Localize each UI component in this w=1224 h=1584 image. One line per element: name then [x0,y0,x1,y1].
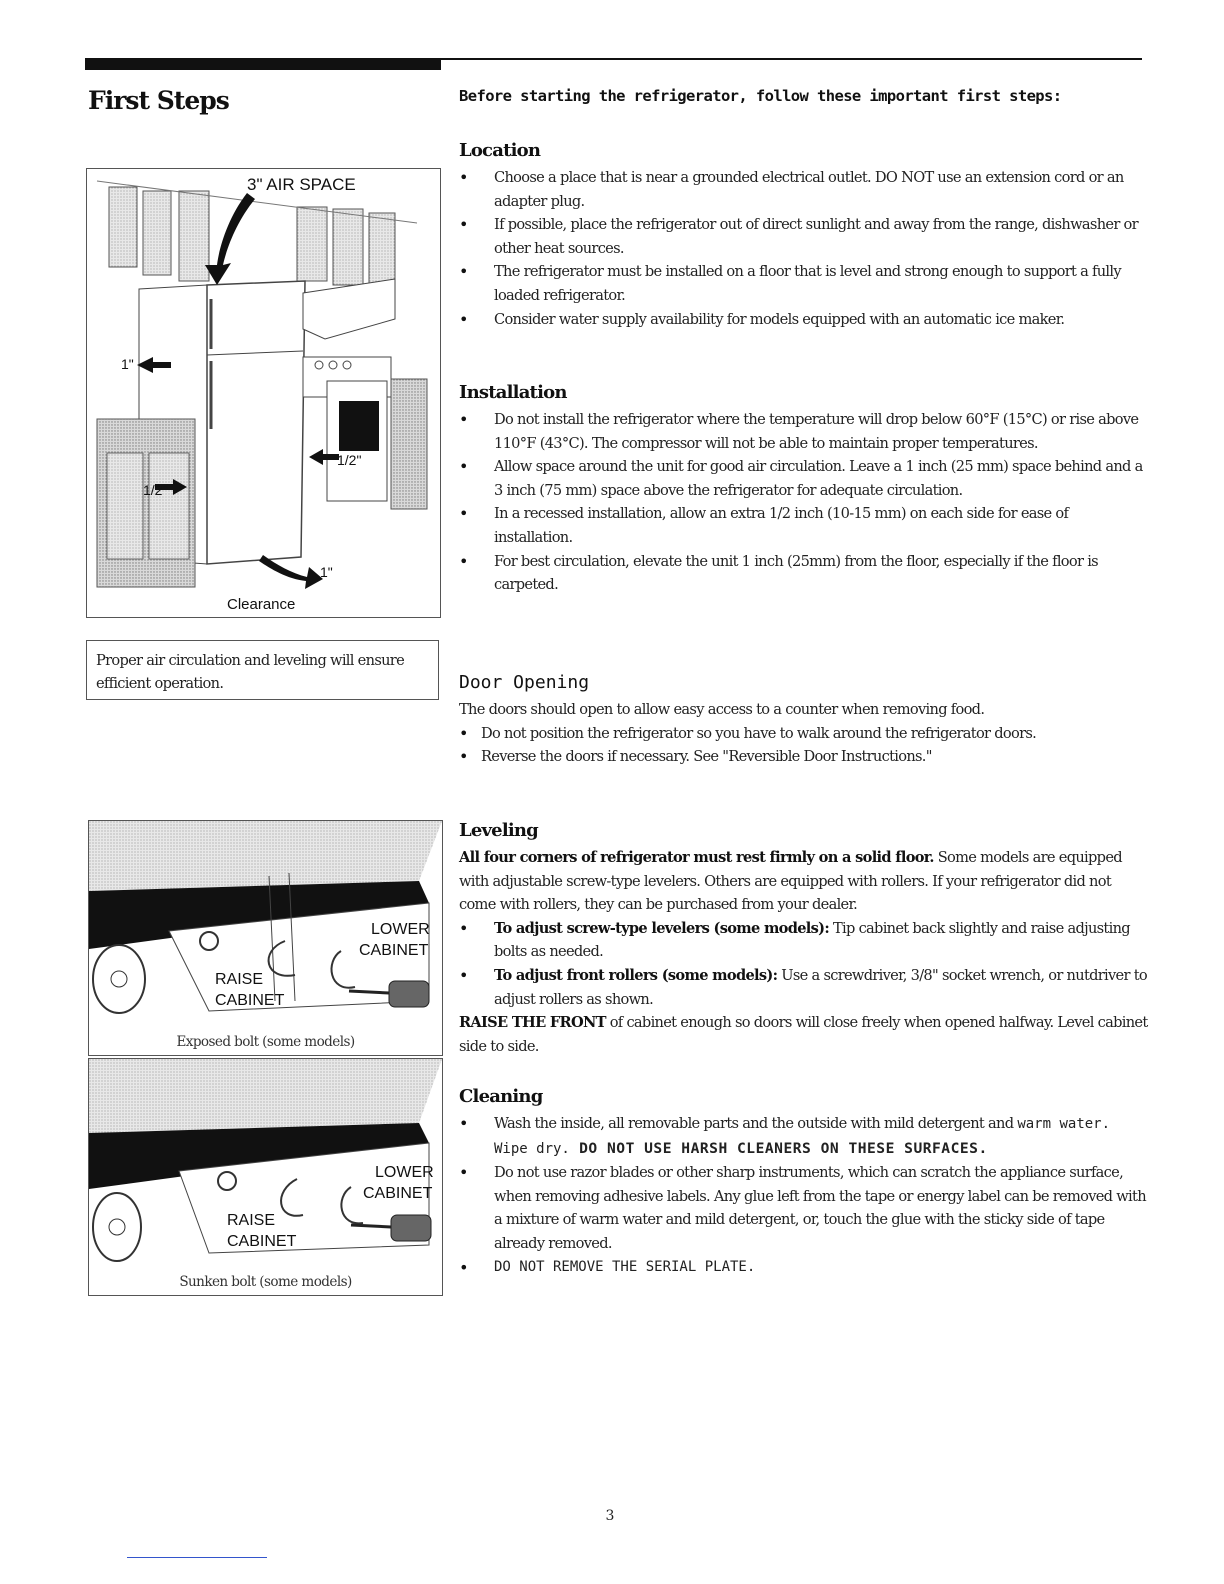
cleaning-section [459,1086,1149,1279]
sunken-raise-cabinet-label: CABINET [227,1233,297,1250]
door-opening-list [459,722,1149,769]
door-opening-text: The doors should open to allow easy access to a counter when removing food. [459,701,985,718]
exposed-bolt-illustration [89,821,442,1031]
leveling-final-bold: RAISE THE FRONT [459,1014,606,1032]
location-list [459,166,1149,331]
cleaning-item-3: • DO NOT REMOVE THE SERIAL PLATE. [459,1256,1149,1280]
installation-section [459,382,1149,597]
page-number: 3 [605,1508,615,1524]
half-right-label: 1/2" [337,452,362,468]
installation-list [459,408,1149,597]
leveling-lead-bold: All four corners of refrigerator must rest firmly on a solid floor. [459,849,934,866]
page-title: First Steps [88,86,229,115]
bottom-clearance-label: 1" [320,564,333,580]
door-opening-item-2: • Reverse the doors if necessary. See "Reversible Door Instructions." [459,745,1149,769]
header-rule-thick [85,58,441,70]
cleaning-item-1-b: warm water. Wipe dry. [494,1116,1111,1157]
leveling-final-rest: of cabinet enough so doors will close freely when opened halfway. Level cabinet side to side. [459,1014,1148,1055]
leveling-item-2-rest: Use a screwdriver, 3/8" socket wrench, or nutdriver to adjust rollers as shown. [494,966,1147,1008]
cleaning-item-1-c: DO NOT USE HARSH CLEANERS ON THESE SURFACES. [569,1139,988,1157]
exposed-raise-label: RAISE [215,971,264,988]
installation-heading: Installation [459,382,567,403]
location-item-3: • The refrigerator must be installed on a floor that is level and strong enough to support a fully loaded refrigerator. [459,260,1149,307]
exposed-lower-label: LOWER [371,921,430,938]
exposed-bolt-caption: Exposed bolt (some models) [176,1034,355,1050]
clearance-illustration [87,169,440,617]
cleaning-item-2: • Do not use razor blades or other sharp instruments, which can scratch the appliance surface, when removing adhesive labels. Any glue left from the tape or energy label can be removed with a mixture of warm water and mild detergent, or, touch the glue with the sticky side of tape already removed. [459,1161,1149,1255]
leveling-section [459,820,1149,1058]
leveling-lead-rest: Some models are equipped with adjustable screw-type levelers. Others are equipped with rollers. If your refrigerator did not come with rollers, they can be purchased from your dealer. [459,849,1122,914]
leveling-item-1-rest: Tip cabinet back slightly and raise adjusting bolts as needed. [494,919,1130,961]
leveling-list [459,917,1149,1011]
half-left-label: 1/2" [143,482,168,498]
leveling-item-2 [459,964,1149,1011]
leveling-heading: Leveling [459,820,538,841]
side-clearance-label: 1" [121,356,134,372]
installation-item-2: • Allow space around the unit for good air circulation. Leave a 1 inch (25 mm) space behind and a 3 inch (75 mm) space above the refrigerator for adequate circulation. [459,455,1149,502]
door-opening-heading: Door Opening [459,672,590,693]
installation-item-1: • Do not install the refrigerator where the temperature will drop below 60°F (15°C) or rise above 110°F (43°C). The compressor will not be able to maintain proper temperatures. [459,408,1149,455]
air-circulation-caption: Proper air circulation and leveling will ensure efficient operation. [86,640,439,700]
clearance-caption: Clearance [227,596,296,613]
leveling-final [459,1011,1149,1058]
location-heading: Location [459,140,541,161]
cleaning-list [459,1112,1149,1279]
sunken-lower-label: LOWER [375,1164,434,1181]
upper-cabinets [97,181,417,285]
location-item-1: • Choose a place that is near a grounded electrical outlet. DO NOT use an extension cord or an adapter plug. [459,166,1149,213]
intro-text: Before starting the refrigerator, follow these important first steps: [459,87,1062,105]
cleaning-item-1-a: Wash the inside, all removable parts and the outside with mild detergent and [494,1115,1018,1132]
air-space-label: 3" AIR SPACE [247,175,356,194]
sunken-bolt-figure [88,1058,443,1296]
exposed-bolt-figure [88,820,443,1056]
sunken-bolt-illustration [89,1059,442,1271]
installation-item-4: • For best circulation, elevate the unit 1 inch (25mm) from the floor, especially if the floor is carpeted. [459,550,1149,597]
clearance-figure [86,168,441,618]
sunken-bolt-caption: Sunken bolt (some models) [179,1274,352,1290]
cleaning-item-1 [459,1112,1149,1161]
leveling-item-1 [459,917,1149,964]
installation-item-3: • In a recessed installation, allow an extra 1/2 inch (10-15 mm) on each side for ease of installation. [459,502,1149,549]
leveling-intro [459,846,1149,917]
header-rule-thin [441,58,1142,60]
door-opening-section [459,672,1149,769]
door-opening-item-1: • Do not position the refrigerator so you have to walk around the refrigerator doors. [459,722,1149,746]
footer-link-underline [127,1557,267,1558]
cleaning-heading: Cleaning [459,1086,543,1107]
location-item-2: • If possible, place the refrigerator out of direct sunlight and away from the range, dishwasher or other heat sources. [459,213,1149,260]
sunken-raise-label: RAISE [227,1212,276,1229]
leveling-item-1-bold: To adjust screw-type levelers (some models): [494,919,830,937]
leveling-item-2-bold: To adjust front rollers (some models): [494,966,778,984]
exposed-raise-cabinet-label: CABINET [215,992,285,1009]
exposed-lower-cabinet-label: CABINET [359,942,429,959]
range-shape [303,279,427,509]
location-item-4: • Consider water supply availability for models equipped with an automatic ice maker. [459,308,1149,332]
location-section [459,140,1149,331]
sunken-lower-cabinet-label: CABINET [363,1185,433,1202]
